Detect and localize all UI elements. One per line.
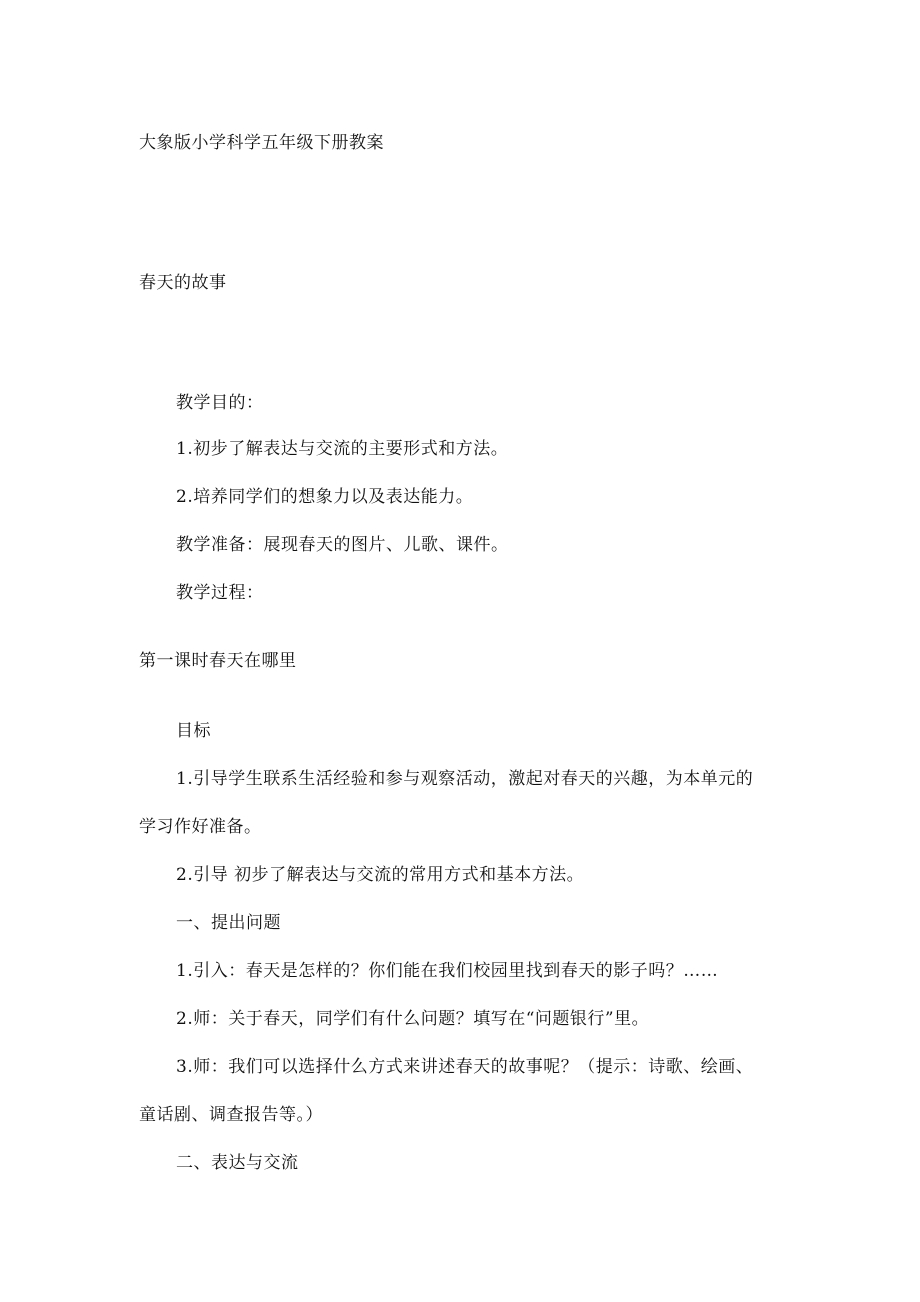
period-title: 第一课时春天在哪里 bbox=[139, 651, 297, 671]
process-heading: 教学过程： bbox=[176, 583, 264, 603]
target-item-1: 1.引导学生联系生活经验和参与观察活动，激起对春天的兴趣，为本单元的 bbox=[176, 769, 754, 789]
step-item-3-continued: 童话剧、调查报告等。） bbox=[139, 1105, 323, 1125]
goals-heading: 教学目的： bbox=[176, 393, 264, 413]
target-item-2: 2.引导 初步了解表达与交流的常用方式和基本方法。 bbox=[176, 865, 585, 885]
goal-item-2: 2.培养同学们的想象力以及表达能力。 bbox=[176, 487, 474, 507]
section-heading-2: 二、表达与交流 bbox=[176, 1153, 299, 1173]
target-item-1-continued: 学习作好准备。 bbox=[139, 817, 262, 837]
target-heading: 目标 bbox=[176, 721, 211, 741]
section-heading-1: 一、提出问题 bbox=[176, 913, 281, 933]
document-title: 大象版小学科学五年级下册教案 bbox=[139, 133, 384, 153]
goal-item-1: 1.初步了解表达与交流的主要形式和方法。 bbox=[176, 439, 509, 459]
step-item-1: 1.引入：春天是怎样的？你们能在我们校园里找到春天的影子吗？…… bbox=[176, 961, 719, 981]
lesson-title: 春天的故事 bbox=[139, 273, 227, 293]
preparation-text: 教学准备：展现春天的图片、儿歌、课件。 bbox=[176, 535, 509, 555]
step-item-3: 3.师：我们可以选择什么方式来讲述春天的故事呢？（提示：诗歌、绘画、 bbox=[176, 1057, 754, 1077]
step-item-2: 2.师：关于春天，同学们有什么问题？填写在“问题银行”里。 bbox=[176, 1009, 650, 1029]
